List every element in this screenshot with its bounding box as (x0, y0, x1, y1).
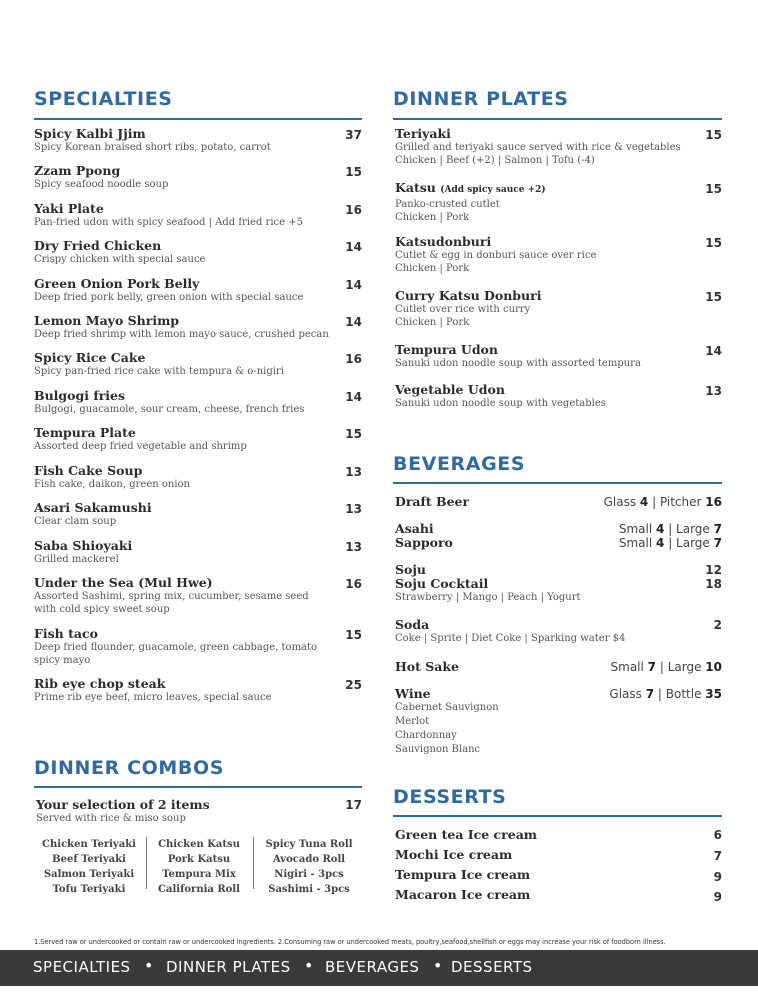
item-price: 16 (345, 203, 362, 217)
item-price: 18 (705, 577, 722, 591)
item-description: Deep fried pork belly, green onion with special sauce (34, 292, 304, 303)
item-name: Mochi Ice cream (395, 847, 513, 862)
item-price: Glass 7 | Bottle 35 (609, 687, 722, 701)
menu-item (34, 350, 362, 378)
beverage-soju-cocktail (395, 576, 722, 604)
wine-variety: Cabernet Sauvignon (395, 702, 499, 713)
beverage-draft-beer (395, 494, 722, 509)
item-name: Wine (395, 686, 431, 701)
combo-options (34, 837, 362, 895)
size-label: Glass (609, 687, 642, 701)
beverage-soda (395, 617, 722, 645)
section-divider (393, 118, 722, 120)
item-price: 15 (345, 165, 362, 179)
item-price: 25 (345, 678, 362, 692)
wine-variety: Sauvignon Blanc (395, 744, 481, 755)
item-name-text: Katsu (395, 180, 436, 195)
wine-variety: Chardonnay (395, 730, 457, 741)
item-price: Small 4 | Large 7 (618, 536, 722, 550)
combo-option: Sashimi - 3pcs (268, 884, 350, 895)
menu-item (34, 575, 362, 616)
item-name: Asari Sakamushi (34, 500, 152, 515)
item-description: Pan-fried udon with spicy seafood | Add fried rice +5 (34, 217, 303, 228)
beverage-soju (395, 562, 722, 577)
item-price: 15 (345, 427, 362, 441)
nav-item-specialties[interactable]: SPECIALTIES (33, 958, 131, 976)
item-description: Assorted deep fried vegetable and shrimp (34, 441, 247, 452)
item-price: Glass 4 | Pitcher 16 (603, 495, 722, 509)
combo-option: Beef Teriyaki (52, 854, 126, 865)
combo-option: Chicken Teriyaki (42, 839, 136, 850)
item-price: 16 (345, 352, 362, 366)
size-price-value: 7 (713, 536, 722, 550)
item-price: 13 (345, 502, 362, 516)
menu-item (34, 163, 362, 191)
menu-item (34, 626, 362, 667)
item-name: Macaron Ice cream (395, 887, 531, 902)
item-price: 37 (345, 128, 362, 142)
column-divider (253, 837, 254, 889)
item-name: Rib eye chop steak (34, 676, 166, 691)
size-label: Large (676, 522, 710, 536)
menu-item (395, 180, 722, 224)
item-description: Deep fried shrimp with lemon mayo sauce, crushed pecan (34, 329, 329, 340)
item-description: Cutlet over rice with curry (395, 304, 531, 315)
dinner-plates-section (393, 0, 722, 420)
size-label: Large (667, 660, 702, 674)
combo-options-katsu (149, 837, 249, 897)
item-price: 15 (705, 290, 722, 304)
item-description-cont: spicy mayo (34, 655, 91, 666)
item-name: Zzam Ppong (34, 163, 121, 178)
dessert-item (395, 847, 722, 862)
item-name (395, 180, 722, 198)
item-name: Spicy Kalbi Jjim (34, 126, 146, 141)
beverage-asahi (395, 521, 722, 536)
item-description: Grilled and teriyaki sauce served with rice & vegetables (395, 142, 681, 153)
item-note: (Add spicy sauce +2) (440, 185, 546, 195)
column-divider (146, 837, 147, 889)
item-price: 15 (345, 628, 362, 642)
item-name: Soju (395, 562, 426, 577)
size-price-value: 7 (645, 687, 655, 701)
size-price-value: 7 (647, 660, 657, 674)
item-description: Spicy seafood noodle soup (34, 179, 169, 190)
item-options: Chicken | Pork (395, 317, 470, 328)
combo-item (36, 797, 362, 825)
combo-description: Served with rice & miso soup (36, 813, 186, 824)
section-divider (393, 815, 722, 817)
menu-item (395, 126, 722, 167)
beverage-sapporo (395, 535, 722, 550)
item-price: 14 (345, 315, 362, 329)
beverage-hot-sake (395, 659, 722, 674)
nav-separator: • (433, 956, 443, 975)
item-name: Teriyaki (395, 126, 451, 141)
item-options: Coke | Sprite | Diet Coke | Sparking water $4 (395, 633, 626, 644)
item-name: Vegetable Udon (395, 382, 505, 397)
nav-item-dinner-plates[interactable]: DINNER PLATES (166, 958, 291, 976)
item-name: Saba Shioyaki (34, 538, 133, 553)
beverage-wine (395, 686, 722, 757)
nav-item-beverages[interactable]: BEVERAGES (325, 958, 420, 976)
item-price: 2 (713, 618, 722, 632)
item-price: 14 (345, 390, 362, 404)
item-description: Assorted Sashimi, spring mix, cucumber, sesame seed (34, 591, 309, 602)
beverages-section (393, 440, 722, 770)
combo-option: Salmon Teriyaki (43, 869, 135, 880)
size-label: Large (676, 536, 710, 550)
combo-name: Your selection of 2 items (36, 797, 210, 812)
item-description: Sanuki udon noodle soup with assorted tempura (395, 358, 641, 369)
size-label: Pitcher (659, 495, 702, 509)
item-description: Spicy Korean braised short ribs, potato, carrot (34, 142, 271, 153)
item-options: Strawberry | Mango | Peach | Yogurt (395, 592, 581, 603)
combo-options-teriyaki (34, 837, 144, 897)
item-description: Bulgogi, guacamole, sour cream, cheese, french fries (34, 404, 305, 415)
dessert-item (395, 827, 722, 842)
combo-option: Pork Katsu (167, 854, 231, 865)
item-name: Soju Cocktail (395, 576, 489, 591)
item-name: Dry Fried Chicken (34, 238, 162, 253)
combo-option: Tofu Teriyaki (52, 884, 126, 895)
item-description: Grilled mackerel (34, 554, 119, 565)
menu-item (34, 276, 362, 304)
menu-item (34, 500, 362, 528)
item-name: Tempura Ice cream (395, 867, 531, 882)
specialties-section (34, 0, 362, 740)
item-name: Soda (395, 617, 430, 632)
item-name: Lemon Mayo Shrimp (34, 313, 180, 328)
menu-item (34, 425, 362, 453)
item-price: 16 (345, 577, 362, 591)
item-price: 13 (705, 384, 722, 398)
size-price-value: 7 (713, 522, 722, 536)
menu-item (34, 463, 362, 491)
combo-option: California Roll (158, 884, 240, 895)
item-name: Tempura Udon (395, 342, 498, 357)
item-description: Clear clam soup (34, 516, 117, 527)
menu-item (395, 288, 722, 329)
dessert-item (395, 887, 722, 902)
item-price: Small 7 | Large 10 (610, 660, 722, 674)
item-description: Cutlet & egg in donburi sauce over rice (395, 250, 597, 261)
item-description: Fish cake, daikon, green onion (34, 479, 190, 490)
wine-variety: Merlot (395, 716, 430, 727)
item-description: Sanuki udon noodle soup with vegetables (395, 398, 606, 409)
item-description-cont: with cold spicy sweet soup (34, 604, 170, 615)
section-title-beverages: BEVERAGES (393, 453, 526, 475)
item-name: Sapporo (395, 535, 453, 550)
combo-option: Chicken Katsu (158, 839, 240, 850)
combo-option: Spicy Tuna Roll (265, 839, 353, 850)
combo-price: 17 (345, 798, 362, 812)
size-label: Glass (603, 495, 637, 509)
item-name: Katsudonburi (395, 234, 492, 249)
menu-item (34, 126, 362, 154)
dinner-combos-section (34, 750, 362, 910)
item-price: 6 (713, 828, 722, 842)
combo-option: Nigiri - 3pcs (274, 869, 344, 880)
size-label: Small (618, 536, 653, 550)
item-price: 7 (713, 849, 722, 863)
item-name: Tempura Plate (34, 425, 136, 440)
item-name: Spicy Rice Cake (34, 350, 146, 365)
item-price: 9 (713, 890, 722, 904)
item-price: 13 (345, 465, 362, 479)
size-label: Small (610, 660, 644, 674)
item-description: Deep fried flounder, guacamole, green cabbage, tomato (34, 642, 318, 653)
combo-option: Tempura Mix (162, 869, 236, 880)
size-price-value: 4 (639, 495, 649, 509)
combo-options-sushi (256, 837, 362, 897)
section-title-desserts: DESSERTS (393, 786, 507, 808)
section-divider (34, 786, 362, 788)
dessert-item (395, 867, 722, 882)
item-price: 14 (345, 278, 362, 292)
size-label: Bottle (665, 687, 702, 701)
item-price: 9 (713, 870, 722, 884)
item-description: Spicy pan-fried rice cake with tempura & o-nigiri (34, 366, 284, 377)
item-name: Bulgogi fries (34, 388, 126, 403)
item-price: 14 (345, 240, 362, 254)
item-price: 12 (705, 563, 722, 577)
item-name: Asahi (395, 521, 434, 536)
menu-item (395, 382, 722, 410)
size-price-value: 35 (705, 687, 722, 701)
section-divider (393, 482, 722, 484)
section-divider (34, 118, 362, 120)
menu-item (34, 538, 362, 566)
item-name: Under the Sea (Mul Hwe) (34, 575, 213, 590)
size-label: Small (618, 522, 653, 536)
size-price-value: 10 (705, 660, 722, 674)
menu-item (34, 313, 362, 341)
menu-item (34, 676, 362, 704)
bottom-nav (0, 950, 758, 986)
combo-option: Avocado Roll (272, 854, 346, 865)
item-name: Curry Katsu Donburi (395, 288, 542, 303)
desserts-section (393, 780, 722, 910)
item-price: Small 4 | Large 7 (618, 522, 722, 536)
size-price-value: 4 (656, 522, 665, 536)
item-name: Green Onion Pork Belly (34, 276, 200, 291)
item-description: Prime rib eye beef, micro leaves, special sauce (34, 692, 272, 703)
nav-item-desserts[interactable]: DESSERTS (451, 958, 533, 976)
item-price: 15 (705, 182, 722, 196)
item-options: Chicken | Pork (395, 263, 470, 274)
size-price-value: 4 (656, 536, 665, 550)
menu-item (34, 238, 362, 266)
item-price: 14 (705, 344, 722, 358)
menu-item (395, 234, 722, 275)
item-price: 15 (705, 128, 722, 142)
item-name: Green tea Ice cream (395, 827, 538, 842)
item-name: Yaki Plate (34, 201, 104, 216)
nav-separator: • (144, 956, 154, 975)
item-price: 13 (345, 540, 362, 554)
item-price: 15 (705, 236, 722, 250)
item-name: Fish taco (34, 626, 98, 641)
item-name: Hot Sake (395, 659, 460, 674)
section-title-specialties: SPECIALTIES (34, 88, 173, 110)
menu-item (395, 342, 722, 370)
item-name: Draft Beer (395, 494, 470, 509)
size-price-value: 16 (705, 495, 722, 509)
allergen-disclaimer: 1.Served raw or undercooked or contain raw or undercooked ingredients. 2.Consuming raw or undercooked meats, poultry,seafood,shellfish or eggs may increase your risk of foodborn illness. (34, 938, 666, 946)
menu-item (34, 388, 362, 416)
item-options: Chicken | Pork (395, 212, 470, 223)
section-title-dinner-plates: DINNER PLATES (393, 88, 569, 110)
item-name: Fish Cake Soup (34, 463, 143, 478)
item-description: Panko-crusted cutlet (395, 199, 500, 210)
item-description: Crispy chicken with special sauce (34, 254, 206, 265)
nav-separator: • (304, 956, 314, 975)
item-options: Chicken | Beef (+2) | Salmon | Tofu (-4) (395, 155, 595, 166)
section-title-dinner-combos: DINNER COMBOS (34, 757, 224, 779)
menu-item (34, 201, 362, 229)
